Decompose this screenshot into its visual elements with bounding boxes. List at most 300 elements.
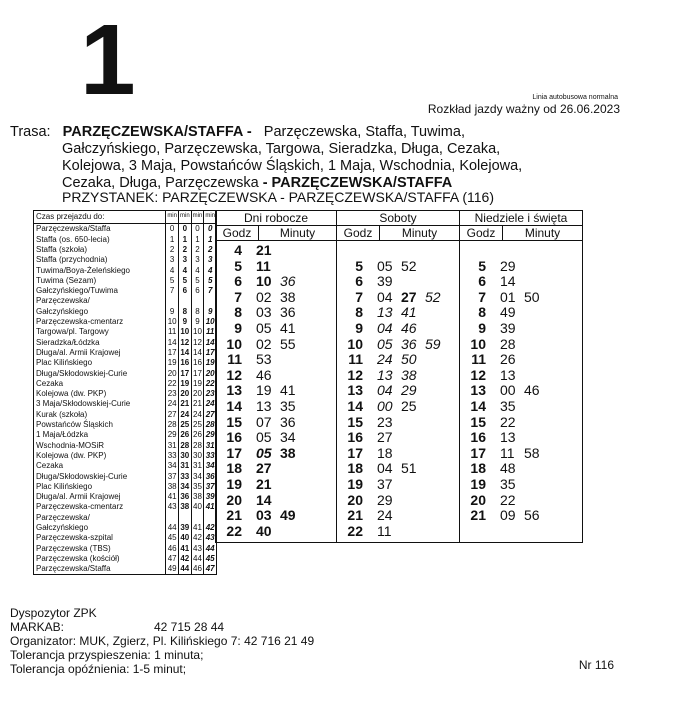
travel-time-row — [34, 286, 216, 296]
stop-name-cell: Gałczyńskiego/Tuwima — [36, 286, 118, 296]
departure-minute: 05 — [256, 319, 272, 336]
travel-time-cell: 5 — [166, 275, 179, 285]
stop-name-cell: Gałczyńskiego — [36, 306, 89, 316]
departure-minute: 46 — [401, 319, 417, 336]
departure-minute: 29 — [401, 382, 417, 399]
travel-time-cell: 45 — [167, 533, 177, 543]
departure-minute: 13 — [500, 429, 516, 446]
departure-minute: 53 — [256, 351, 272, 368]
departure-minute: 52 — [401, 257, 417, 274]
travel-time-cell: 31 — [193, 461, 202, 471]
travel-time-cell: 16 — [180, 358, 190, 368]
minutes-col-header: min — [191, 211, 204, 224]
timetable-row — [337, 305, 459, 321]
stop-name-cell: Długa/Skłodowskiej-Curie — [36, 471, 128, 481]
hour: 22 — [347, 522, 363, 539]
departure-minute: 27 — [377, 429, 393, 446]
hour: 13 — [347, 382, 363, 399]
travel-time-cell: 44 — [205, 543, 215, 553]
travel-time-row — [34, 430, 216, 440]
travel-time-row — [34, 337, 216, 347]
stop-name-cell: Staffa (przychodnia) — [36, 255, 108, 265]
hour: 18 — [470, 460, 486, 477]
travel-time-row — [34, 255, 216, 265]
departure-minute: 13 — [377, 304, 393, 321]
hour: 17 — [347, 444, 363, 461]
departure-minute: 50 — [524, 288, 540, 305]
timetable-row — [216, 321, 336, 337]
departure-minute: 01 — [500, 288, 516, 305]
timetable-row — [337, 415, 459, 431]
departure-minute: 52 — [425, 288, 441, 305]
travel-time-cell: 10 — [193, 327, 202, 337]
hour: 13 — [470, 382, 486, 399]
travel-time-cell: 2 — [166, 245, 179, 255]
travel-time-cell: 34 — [205, 461, 215, 471]
travel-time-cell: 12 — [180, 337, 190, 347]
timetable-row — [337, 383, 459, 399]
travel-time-cell — [178, 296, 191, 306]
stop-name-cell: Parzęczewska-cmentarz — [36, 317, 124, 327]
hour: 7 — [355, 288, 363, 305]
travel-time-cell: 41 — [180, 543, 190, 553]
holidays-title: Niedziele i święta — [460, 211, 582, 226]
timetable-row — [337, 321, 459, 337]
saturdays-title: Soboty — [337, 211, 459, 226]
hour: 14 — [470, 397, 486, 414]
travel-time-row — [34, 481, 216, 491]
travel-time-cell: 47 — [167, 553, 177, 563]
travel-time-cell: 28 — [167, 420, 177, 430]
timetable-row — [216, 290, 336, 306]
travel-time-cell: 43 — [205, 533, 215, 543]
travel-time-cell: 4 — [166, 265, 179, 275]
timetable-number: Nr 116 — [578, 658, 614, 672]
hour — [460, 243, 494, 259]
minutes-col-header: min — [204, 211, 216, 224]
travel-time-cell: 34 — [180, 481, 190, 491]
departure-minute: 38 — [280, 444, 296, 461]
stop-name-cell: Kolejowa (dw. PKP) — [36, 389, 107, 399]
departure-minute: 36 — [280, 413, 296, 430]
hour: 19 — [470, 475, 486, 492]
stop-name-cell: Parzęczewska (TBS) — [36, 543, 111, 553]
departure-minute: 02 — [256, 288, 272, 305]
travel-time-cell: 14 — [167, 337, 177, 347]
hour: 10 — [226, 335, 242, 352]
stop-name-cell: Tuwima/Boya-Żeleńskiego — [36, 265, 130, 275]
holidays-section — [460, 211, 582, 542]
departure-minute: 05 — [377, 257, 393, 274]
timetable-row — [337, 290, 459, 306]
stop-name-cell: Wschodnia-MOSiR — [36, 440, 105, 450]
travel-time-cell — [191, 512, 204, 522]
travel-time-cell: 25 — [180, 420, 190, 430]
travel-time-cell: 31 — [167, 440, 177, 450]
hour: 19 — [226, 475, 242, 492]
travel-times-table — [33, 210, 217, 575]
travel-time-cell: 34 — [193, 471, 202, 481]
departure-minute: 04 — [377, 319, 393, 336]
stop-name-cell: Gałczyńskiego — [36, 523, 89, 532]
travel-time-cell: 26 — [180, 430, 190, 440]
travel-time-cell: 46 — [193, 564, 202, 574]
timetable-row — [337, 446, 459, 462]
hour: 16 — [470, 429, 486, 446]
departure-minute: 23 — [377, 413, 393, 430]
departure-minute: 11 — [256, 257, 271, 274]
stop-name-cell: Targowa/pl. Targowy — [36, 327, 109, 337]
departure-minute: 56 — [524, 507, 540, 524]
hour: 19 — [347, 475, 363, 492]
travel-time-cell: 38 — [193, 492, 202, 502]
stop-name-cell: Parzęczewska/ — [36, 512, 90, 522]
travel-time-row — [34, 543, 216, 553]
travel-time-row — [34, 461, 216, 471]
travel-time-cell: 42 — [205, 523, 215, 532]
timetable-row — [460, 337, 582, 353]
travel-time-cell: 42 — [180, 553, 190, 563]
travel-time-cell: 36 — [205, 471, 215, 481]
travel-time-row — [34, 224, 216, 235]
travel-time-cell: 2 — [178, 245, 191, 255]
hour: 21 — [470, 507, 486, 524]
travel-time-row — [34, 389, 216, 399]
hour: 15 — [470, 413, 486, 430]
stop-name-cell: Parzęczewska/Staffa — [36, 224, 111, 234]
travel-time-row — [34, 440, 216, 450]
departure-minute: 03 — [256, 304, 272, 321]
timetable-row — [216, 259, 336, 275]
travel-time-row — [34, 234, 216, 244]
stop-name: PRZYSTANEK: PARZĘCZEWSKA - PARZĘCZEWSKA/STAFFA (116) — [62, 189, 494, 205]
tolerance-early: Tolerancja przyspieszenia: 1 minuta; — [10, 648, 204, 662]
departure-minute: 37 — [377, 475, 393, 492]
hour: 12 — [347, 366, 363, 383]
hour: 5 — [355, 257, 363, 274]
departure-minute: 27 — [256, 460, 272, 477]
timetable-row — [216, 415, 336, 431]
travel-time-cell: 23 — [205, 389, 215, 399]
travel-time-cell: 0 — [178, 224, 191, 235]
departure-minute: 48 — [500, 460, 516, 477]
travel-time-cell: 1 — [166, 234, 179, 244]
travel-time-cell: 33 — [167, 450, 177, 460]
travel-time-cell: 17 — [205, 347, 215, 357]
departure-minute: 09 — [500, 507, 516, 524]
timetable-row — [460, 461, 582, 477]
departure-minute: 07 — [256, 413, 272, 430]
travel-time-row — [34, 327, 216, 337]
hour: 20 — [347, 491, 363, 508]
travel-time-cell: 29 — [167, 430, 177, 440]
travel-time-cell: 11 — [166, 327, 179, 337]
stop-name-cell: Parzęczewska/ — [36, 296, 90, 306]
line-type: Linia autobusowa normalna — [532, 94, 618, 101]
departure-minute: 34 — [280, 429, 296, 446]
weekdays-section — [216, 211, 337, 542]
departure-minute: 03 — [256, 507, 272, 524]
stop-name-cell: 3 Maja/Skłodowskiej-Curie — [36, 399, 131, 409]
hour: 8 — [234, 304, 242, 321]
travel-time-cell: 31 — [205, 440, 215, 450]
travel-time-cell: 20 — [167, 368, 177, 378]
departure-minute: 18 — [377, 444, 393, 461]
travel-time-cell: 11 — [204, 327, 216, 337]
stop-name-cell: Powstańców Śląskich — [36, 420, 113, 430]
travel-time-cell: 24 — [167, 399, 177, 409]
travel-time-row — [34, 512, 216, 522]
travel-time-cell: 14 — [205, 337, 215, 347]
departure-minute: 41 — [401, 304, 417, 321]
travel-time-cell: 43 — [167, 502, 177, 512]
footer — [10, 606, 314, 676]
hour: 20 — [470, 491, 486, 508]
departure-minute: 22 — [500, 491, 516, 508]
travel-time-cell: 28 — [193, 440, 202, 450]
stop-name-cell: Kolejowa (dw. PKP) — [36, 450, 107, 460]
departure-minute: 35 — [500, 397, 516, 414]
departure-minute: 11 — [500, 444, 515, 461]
timetable-row — [216, 508, 336, 524]
hour: 22 — [226, 522, 242, 539]
tolerance-late: Tolerancja opóźnienia: 1-5 minut; — [10, 662, 187, 676]
travel-time-cell: 49 — [167, 564, 177, 574]
travel-time-cell: 10 — [180, 327, 190, 337]
departure-minute: 58 — [524, 444, 540, 461]
timetable-row — [216, 493, 336, 509]
hour: 17 — [226, 444, 242, 461]
travel-time-cell: 34 — [167, 461, 177, 471]
departure-minute: 04 — [377, 288, 393, 305]
departure-minute: 29 — [500, 257, 516, 274]
route-end: - PARZĘCZEWSKA/STAFFA — [262, 175, 453, 191]
travel-time-row — [34, 564, 216, 574]
travel-time-cell: 10 — [205, 317, 215, 327]
travel-time-cell: 21 — [180, 399, 190, 409]
timetable-row — [460, 477, 582, 493]
timetable-row — [337, 368, 459, 384]
travel-time-cell: 39 — [180, 523, 190, 532]
dispatcher-label: Dyspozytor ZPK MARKAB: — [10, 606, 97, 634]
timetable-row — [460, 446, 582, 462]
travel-time-cell: 6 — [178, 286, 191, 296]
hour: 16 — [347, 429, 363, 446]
travel-time-cell: 28 — [180, 440, 190, 450]
travel-time-cell: 38 — [167, 481, 177, 491]
departure-minute: 02 — [256, 335, 272, 352]
hour: 10 — [347, 335, 363, 352]
hour: 18 — [226, 460, 242, 477]
travel-time-cell: 9 — [178, 317, 191, 327]
travel-time-cell: 36 — [180, 492, 190, 502]
departure-minute: 13 — [377, 366, 393, 383]
travel-time-cell: 7 — [204, 286, 216, 296]
departure-minute: 21 — [256, 242, 272, 258]
timetable-row — [337, 274, 459, 290]
stop-name-cell: 1 Maja/Łódzka — [36, 430, 89, 440]
minutes-header: Minuty — [279, 226, 316, 240]
travel-time-cell: 41 — [193, 523, 202, 532]
travel-time-cell: 47 — [205, 564, 215, 574]
organizer: Organizator: MUK, Zgierz, Pl. Kilińskiego 7: 42 716 21 49 — [10, 634, 315, 648]
timetable-row — [460, 430, 582, 446]
validity-date: Rozkład jazdy ważny od 26.06.2023 — [427, 102, 620, 116]
hour: 8 — [478, 304, 486, 321]
timetable-row — [460, 368, 582, 384]
hour-header: Godz — [460, 226, 503, 240]
departure-minute: 24 — [377, 507, 393, 524]
departure-minute: 25 — [401, 397, 417, 414]
travel-time-cell: 19 — [167, 358, 177, 368]
travel-time-row — [34, 409, 216, 419]
travel-time-cell — [166, 296, 179, 306]
travel-time-cell: 37 — [205, 481, 215, 491]
travel-time-cell: 44 — [167, 523, 177, 532]
dispatcher-phone: 42 715 28 44 — [154, 620, 225, 634]
travel-time-cell: 33 — [205, 450, 215, 460]
timetable-row — [216, 305, 336, 321]
hour: 17 — [470, 444, 486, 461]
departure-minute: 05 — [377, 335, 393, 352]
minutes-col-header: min — [166, 211, 179, 224]
timetable-row — [460, 352, 582, 368]
line-number: 1 — [80, 4, 134, 116]
departure-minute: 28 — [500, 335, 516, 352]
travel-time-cell: 7 — [166, 286, 179, 296]
departure-minute: 00 — [500, 382, 516, 399]
hour: 7 — [478, 288, 486, 305]
route-line-4: Cezaka, Długa, Parzęczewska - PARZĘCZEWSKA/STAFFA — [62, 175, 453, 191]
stop-name-cell: Cezaka — [36, 461, 64, 471]
travel-time-row — [34, 451, 216, 461]
travel-time-cell: 25 — [193, 420, 202, 430]
departure-minute: 35 — [280, 397, 296, 414]
minutes-header: Minuty — [401, 226, 438, 240]
departure-minute: 13 — [256, 397, 272, 414]
timetable-row — [337, 493, 459, 509]
stop-name-cell: Plac Kilińskiego — [36, 481, 93, 491]
stop-name-cell: Długa/al. Armii Krajowej — [36, 492, 121, 502]
travel-time-cell: 20 — [180, 389, 190, 399]
hour — [337, 243, 371, 259]
departure-minute: 49 — [280, 507, 296, 524]
travel-time-row — [34, 502, 216, 512]
travel-time-cell: 40 — [180, 533, 190, 543]
hour: 21 — [226, 507, 242, 524]
timetable-row — [460, 259, 582, 275]
travel-time-row — [34, 306, 216, 316]
travel-time-cell: 27 — [167, 409, 177, 419]
timetable-row — [460, 415, 582, 431]
timetable-row — [216, 430, 336, 446]
travel-time-cell: 22 — [205, 378, 215, 388]
departure-minute: 05 — [256, 429, 272, 446]
saturdays-section — [337, 211, 460, 542]
timetable-row — [337, 477, 459, 493]
hour: 18 — [347, 460, 363, 477]
travel-time-cell: 17 — [167, 347, 177, 357]
travel-time-cell: 23 — [167, 389, 177, 399]
travel-time-cell: 1 — [178, 234, 191, 244]
departure-minute: 38 — [280, 288, 296, 305]
travel-time-cell: 3 — [178, 255, 191, 265]
travel-time-cell: 39 — [205, 492, 215, 502]
travel-time-cell: 24 — [193, 409, 202, 419]
timetable-row — [460, 383, 582, 399]
departure-minute: 11 — [377, 522, 392, 539]
departure-minute: 39 — [377, 273, 393, 290]
departure-minute: 05 — [256, 444, 272, 461]
stop-name-cell: Parzęczewska (kościół) — [36, 553, 120, 563]
travel-time-cell: 42 — [193, 533, 202, 543]
route-line-2: Gałczyńskiego, Parzęczewska, Targowa, Sieradzka, Długa, Cezaka, — [62, 141, 501, 157]
hour: 11 — [348, 351, 363, 368]
hour: 5 — [234, 257, 242, 274]
travel-time-cell: 2 — [204, 245, 216, 255]
travel-time-cell: 10 — [167, 317, 177, 327]
travel-time-row — [34, 275, 216, 285]
hour: 21 — [347, 507, 363, 524]
departure-minute: 39 — [500, 319, 516, 336]
travel-time-cell: 44 — [180, 564, 190, 574]
timetable-row — [460, 321, 582, 337]
travel-time-cell: 9 — [204, 306, 216, 316]
travel-time-cell: 27 — [205, 409, 215, 419]
departure-minute: 41 — [280, 382, 296, 399]
travel-time-cell: 41 — [205, 502, 215, 512]
departure-minute: 19 — [256, 382, 272, 399]
travel-time-cell: 37 — [167, 471, 177, 481]
departure-minute: 46 — [256, 366, 272, 383]
travel-time-cell: 0 — [204, 224, 216, 235]
travel-time-cell: 26 — [193, 430, 202, 440]
travel-time-cell: 17 — [193, 368, 202, 378]
travel-time-cell: 14 — [180, 347, 190, 357]
hour: 13 — [226, 382, 242, 399]
hour: 11 — [227, 351, 242, 368]
stop-name-cell: Długa/Skłodowskiej-Curie — [36, 368, 128, 378]
travel-time-cell: 0 — [166, 224, 179, 235]
stop-name-cell: Kurak (szkoła) — [36, 409, 88, 419]
stop-name-cell: Staffa (os. 650-lecia) — [36, 234, 110, 244]
travel-time-cell: 22 — [167, 378, 177, 388]
timetable-row — [337, 430, 459, 446]
timetable-row — [216, 446, 336, 462]
travel-time-row — [34, 368, 216, 378]
travel-time-cell: 5 — [191, 275, 204, 285]
timetable-row — [216, 274, 336, 290]
travel-time-row — [34, 420, 216, 430]
travel-time-row — [34, 317, 216, 327]
travel-time-cell: 40 — [193, 502, 202, 512]
departure-minute: 50 — [401, 351, 417, 368]
stop-name-cell: Parzęczewska-cmentarz — [36, 502, 124, 512]
departure-minute: 51 — [401, 460, 417, 477]
hour: 12 — [470, 366, 486, 383]
travel-time-cell: 3 — [166, 255, 179, 265]
travel-time-cell: 8 — [191, 306, 204, 316]
travel-time-cell: 45 — [205, 553, 215, 563]
departure-minute: 36 — [280, 304, 296, 321]
travel-time-cell — [166, 512, 179, 522]
travel-time-cell: 12 — [193, 337, 202, 347]
travel-time-cell: 38 — [180, 502, 190, 512]
timetable-row — [460, 243, 582, 259]
timetable-row — [460, 305, 582, 321]
travel-time-cell: 0 — [191, 224, 204, 235]
departure-minute: 29 — [377, 491, 393, 508]
